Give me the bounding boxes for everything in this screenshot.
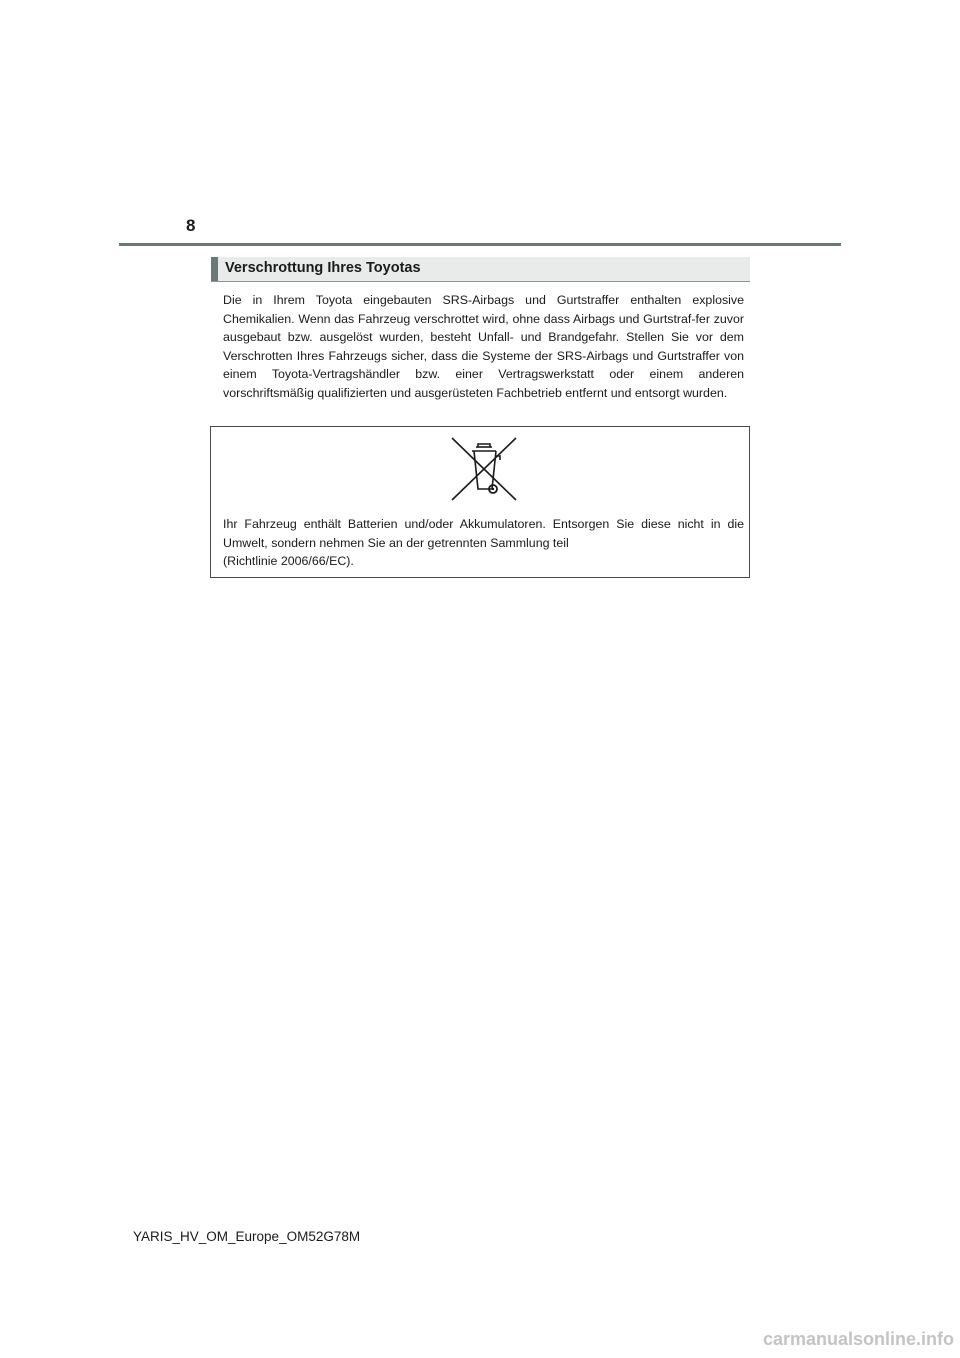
document-code-footer: YARIS_HV_OM_Europe_OM52G78M [133, 1229, 361, 1244]
section-heading-text: Verschrottung Ihres Toyotas [225, 260, 421, 276]
notice-text [223, 515, 744, 571]
section-heading [211, 257, 750, 282]
battery-disposal-notice [210, 426, 750, 578]
section-body-text: Die in Ihrem Toyota eingebauten SRS-Airbags und Gurtstraffer enthalten explosive Chemikalien. Wenn das Fahrzeug verschrottet wird, ohne dass Airbags und Gurtstraf-fer zuvor ausgebaut bzw. ausgelöst wurden, besteht Unfall- und Brandgefahr. Stellen Sie vor dem Verschrotten Ihres Fahrzeugs sicher, dass die Systeme der SRS-Airbags und Gurtstraffer von einem Toyota-Vertragshändler bzw. einer Vertragswerkstatt oder einem anderen vorschriftsmäßig qualifizierten und ausgerüsteten Fachbetrieb entfernt und entsorgt wurden. [223, 293, 744, 400]
crossed-out-wheelie-bin-icon [450, 436, 518, 502]
header-rule [119, 243, 841, 246]
notice-text-directive: (Richtlinie 2006/66/EC). [223, 554, 354, 569]
page-number: 8 [186, 216, 196, 235]
heading-accent-bar [211, 257, 218, 281]
notice-text-main: Ihr Fahrzeug enthält Batterien und/oder Akkumulatoren. Entsorgen Sie diese nicht in die Umwelt, sondern nehmen Sie an der getrennten Sammlung teil [223, 517, 744, 550]
site-watermark: carmanualsonline.info [762, 1329, 954, 1349]
